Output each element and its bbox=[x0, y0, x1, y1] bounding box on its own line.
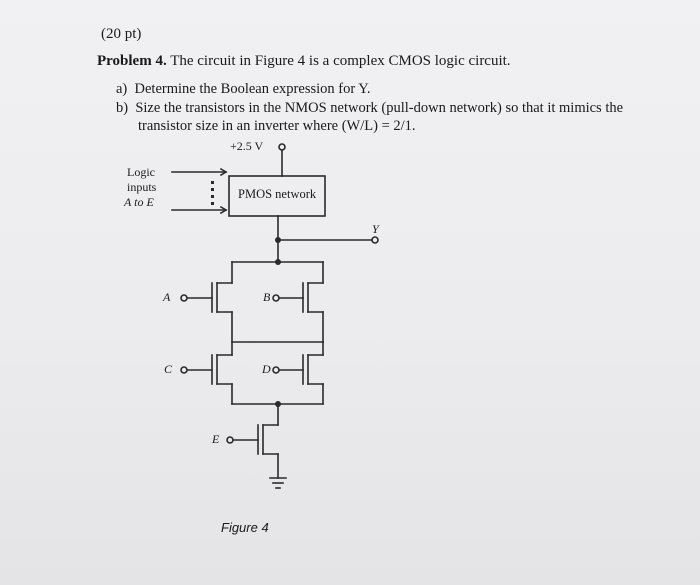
output-terminal-y bbox=[372, 237, 378, 243]
problem-points: (20 pt) bbox=[101, 26, 142, 42]
input-label-b: B bbox=[263, 290, 271, 304]
question-a-text: Determine the Boolean expression for Y. bbox=[134, 81, 371, 97]
supply-voltage-label: +2.5 V bbox=[230, 139, 264, 153]
pmos-network-label: PMOS network bbox=[238, 187, 317, 201]
input-label-a: A bbox=[163, 290, 171, 304]
input-label-d: D bbox=[262, 362, 271, 376]
input-label-e: E bbox=[212, 432, 220, 446]
problem-label: Problem 4. bbox=[97, 53, 167, 69]
question-b-marker: b) bbox=[116, 100, 129, 116]
question-b-text-line1: Size the transistors in the NMOS network (pull-down network) so that it mimics the bbox=[135, 100, 624, 116]
input-label-c: C bbox=[164, 362, 173, 376]
problem-text: The circuit in Figure 4 is a complex CMOS logic circuit. bbox=[170, 53, 511, 69]
logic-inputs-label-2: inputs bbox=[127, 180, 157, 194]
figure-caption: Figure 4 bbox=[221, 520, 269, 535]
question-a-marker: a) bbox=[116, 81, 128, 97]
output-label-y: Y bbox=[372, 222, 379, 236]
logic-inputs-label-1: Logic bbox=[127, 165, 155, 179]
supply-terminal bbox=[279, 144, 285, 150]
question-b-line2: transistor size in an inverter where (W/L) = 2/1. bbox=[138, 118, 416, 134]
logic-inputs-label-3: A to E bbox=[124, 195, 154, 209]
